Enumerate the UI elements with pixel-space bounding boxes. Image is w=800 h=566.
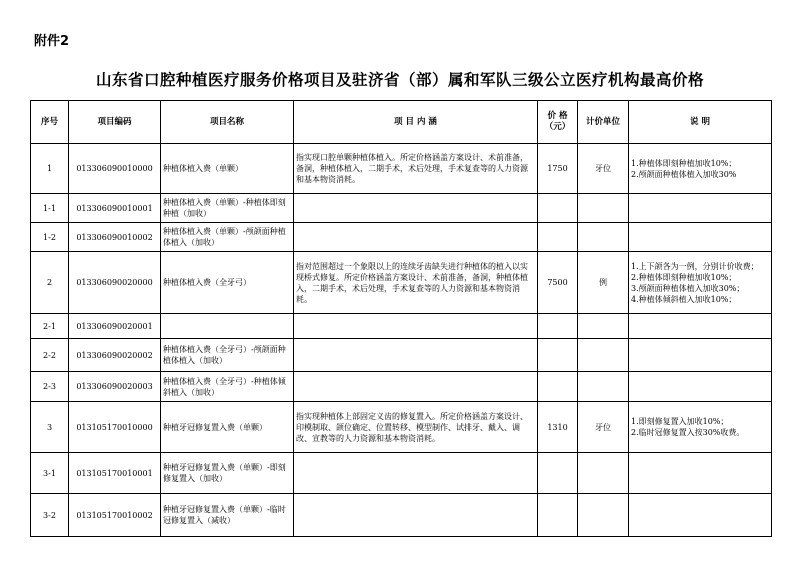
- cell-name: 种植体植入费（单颗）: [161, 144, 294, 194]
- cell-price: [538, 372, 578, 402]
- note-line: 2.种植体即刻种植加收10%；: [631, 272, 737, 282]
- cell-unit: [578, 494, 629, 537]
- cell-code: 013306090020002: [69, 339, 161, 372]
- table-row: [31, 144, 772, 194]
- cell-code: 013306090020003: [69, 372, 161, 402]
- cell-seq: 2: [31, 252, 69, 314]
- cell-name: 种植牙冠修复置入费（单颗）-即刻修复置入（加收）: [161, 453, 294, 494]
- cell-note: [629, 252, 772, 314]
- cell-code: 013105170010000: [69, 402, 161, 453]
- cell-note: [629, 453, 772, 494]
- cell-seq: 2-2: [31, 339, 69, 372]
- header-note: 说 明: [629, 101, 772, 144]
- cell-code: 013306090010002: [69, 223, 161, 252]
- cell-content: 指对范围超过一个象限以上的连续牙齿缺失进行种植体的植入以实现桥式修复。所定价格涵盖方案设计、术前准备，备洞，种植体植入，二期手术，术后处理，手术复查等的人力资源和基本物资消耗。: [294, 252, 538, 314]
- table-row: [31, 223, 772, 252]
- cell-seq: 3-2: [31, 494, 69, 537]
- note-line: 2.颅颌面种植体植入加收30%: [631, 169, 737, 179]
- cell-name: 种植牙冠修复置入费（单颗）-临时冠修复置入（减收）: [161, 494, 294, 537]
- cell-seq: 1-2: [31, 223, 69, 252]
- cell-content: [294, 194, 538, 223]
- note-line: 2.临时冠修复置入按30%收费。: [631, 428, 745, 437]
- note-line: 4.种植体倾斜植入加收10%；: [631, 294, 737, 304]
- cell-unit: [578, 453, 629, 494]
- cell-note: [629, 223, 772, 252]
- note-line: 1.种植体即刻种植加收10%；: [631, 158, 737, 168]
- cell-note: [629, 144, 772, 194]
- table-row: [31, 402, 772, 453]
- cell-unit: [578, 223, 629, 252]
- cell-note: [629, 194, 772, 223]
- cell-price: [538, 339, 578, 372]
- attachment-label: 附件2: [34, 34, 70, 49]
- cell-content: 指实现口腔单颗种植体植入。所定价格涵盖方案设计、术前准备，备洞，种植体植入，二期手术，术后处理，手术复查等的人力资源和基本物资消耗。: [294, 144, 538, 194]
- cell-seq: 2-1: [31, 314, 69, 339]
- cell-unit: [578, 314, 629, 339]
- cell-price: [538, 223, 578, 252]
- cell-note: [629, 402, 772, 453]
- cell-price: [538, 494, 578, 537]
- cell-unit: 牙位: [578, 402, 629, 453]
- cell-price: 1750: [538, 144, 578, 194]
- cell-unit: 例: [578, 252, 629, 314]
- note-line: 3.颅颌面种植体植入加收30%；: [631, 283, 745, 293]
- cell-seq: 1-1: [31, 194, 69, 223]
- header-name: 项目名称: [161, 101, 294, 144]
- cell-price: [538, 453, 578, 494]
- table-row: [31, 252, 772, 314]
- price-table: [30, 100, 772, 537]
- header-code: 项目编码: [69, 101, 161, 144]
- cell-note: [629, 372, 772, 402]
- cell-name: 种植体植入费（单颗）-种植体即刻种植（加收）: [161, 194, 294, 223]
- header-seq: 序号: [31, 101, 69, 144]
- table-row: [31, 194, 772, 223]
- cell-unit: [578, 194, 629, 223]
- cell-price: [538, 314, 578, 339]
- cell-content: 指实现种植体上部固定义齿的修复置入。所定价格涵盖方案设计、印模制取、颌位确定、位置转移、模型制作、试排牙、戴入、调改、宣教等的人力资源和基本物资消耗。: [294, 402, 538, 453]
- page-title: 山东省口腔种植医疗服务价格项目及驻济省（部）属和军队三级公立医疗机构最高价格: [95, 71, 704, 89]
- table-row: [31, 372, 772, 402]
- table-row: [31, 494, 772, 537]
- cell-code: 013306090020000: [69, 252, 161, 314]
- cell-code: 013105170010001: [69, 453, 161, 494]
- cell-note: [629, 339, 772, 372]
- table-row: [31, 314, 772, 339]
- cell-seq: 3: [31, 402, 69, 453]
- cell-code: 013306090010001: [69, 194, 161, 223]
- cell-name: 种植体植入费（全牙弓）: [161, 252, 294, 314]
- note-line: 1.即刻修复置入加收10%；: [631, 417, 729, 426]
- cell-code: 013105170010002: [69, 494, 161, 537]
- cell-content: [294, 223, 538, 252]
- cell-name: 种植体植入费（全牙弓）-颅颌面种植体植入（加收）: [161, 339, 294, 372]
- cell-content: [294, 453, 538, 494]
- cell-seq: 1: [31, 144, 69, 194]
- cell-seq: 3-1: [31, 453, 69, 494]
- cell-code: 013306090010000: [69, 144, 161, 194]
- table-body: [31, 144, 772, 537]
- note-line: 1.上下颌各为一例，分别计价收费；: [631, 261, 759, 271]
- cell-note: [629, 314, 772, 339]
- cell-unit: [578, 372, 629, 402]
- cell-seq: 2-3: [31, 372, 69, 402]
- cell-price: [538, 194, 578, 223]
- cell-price: 1310: [538, 402, 578, 453]
- header-content: 项 目 内 涵: [294, 101, 538, 144]
- cell-price: 7500: [538, 252, 578, 314]
- cell-name: [161, 314, 294, 339]
- table-row: [31, 339, 772, 372]
- cell-code: 013306090020001: [69, 314, 161, 339]
- table-row: [31, 453, 772, 494]
- table-header-row: [31, 101, 772, 144]
- cell-name: 种植体植入费（全牙弓）-种植体倾斜植入（加收）: [161, 372, 294, 402]
- cell-note: [629, 494, 772, 537]
- cell-name: 种植牙冠修复置入费（单颗）: [161, 402, 294, 453]
- cell-content: [294, 339, 538, 372]
- header-unit: 计价单位: [578, 101, 629, 144]
- cell-unit: [578, 339, 629, 372]
- cell-content: [294, 314, 538, 339]
- cell-content: [294, 494, 538, 537]
- cell-unit: 牙位: [578, 144, 629, 194]
- cell-name: 种植体植入费（单颗）-颅颌面种植体植入（加收）: [161, 223, 294, 252]
- header-price: 价 格（元）: [538, 101, 578, 144]
- cell-content: [294, 372, 538, 402]
